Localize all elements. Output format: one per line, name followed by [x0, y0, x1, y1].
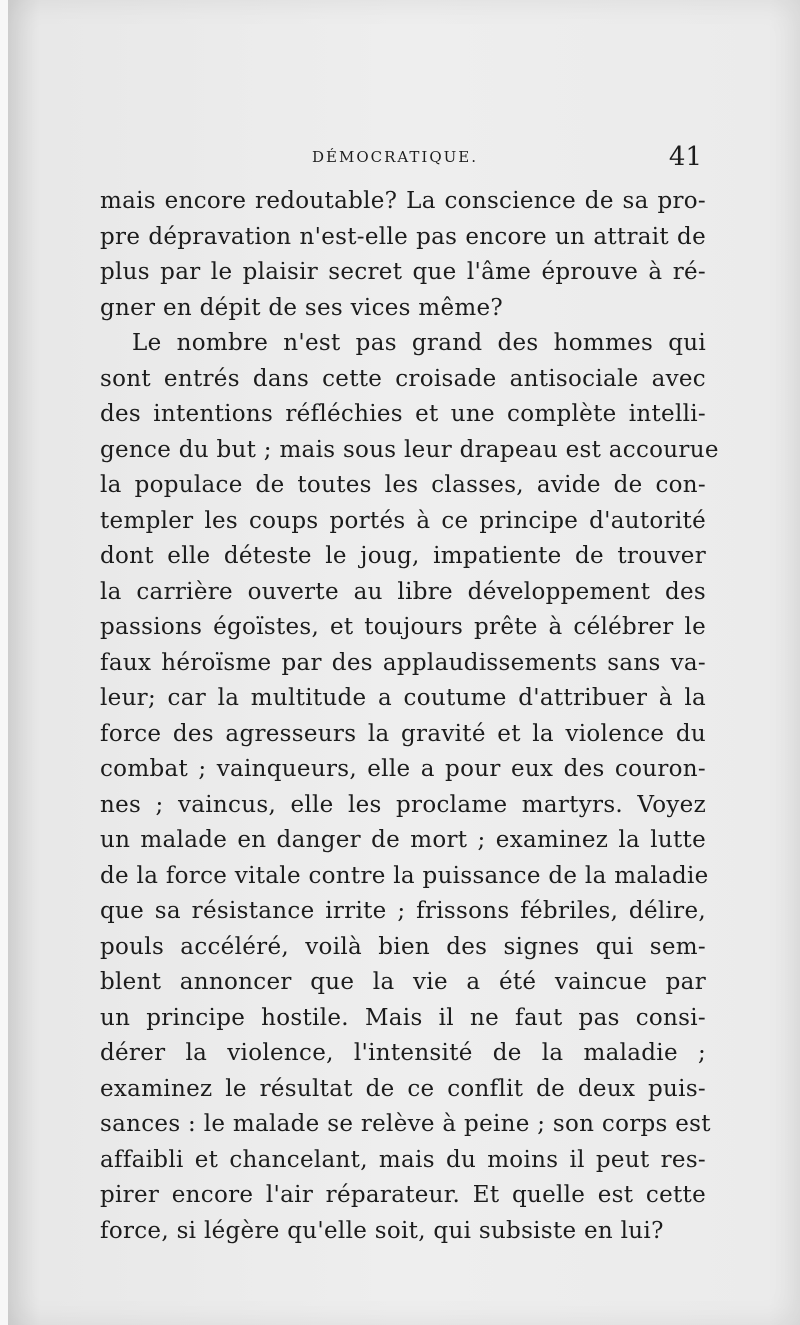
text-line: sont entrés dans cette croisade antisociale avec — [100, 365, 706, 392]
text-line: gner en dépit de ses vices même? — [100, 294, 504, 321]
text-line: force des agresseurs la gravité et la violence du — [100, 720, 706, 747]
text-line: Le nombre n'est pas grand des hommes qui — [132, 330, 706, 356]
body-text — [100, 148, 719, 1249]
text-line: la carrière ouverte au libre développement des — [100, 578, 706, 605]
text-line: templer les coups portés à ce principe d'autorité — [100, 507, 706, 534]
text-line: plus par le plaisir secret que l'âme éprouve à ré- — [100, 259, 706, 285]
text-line: dont elle déteste le joug, impatiente de trouver — [100, 543, 706, 569]
text-line: que sa résistance irrite ; frissons fébriles, délire, — [100, 898, 706, 924]
text-line: blent annoncer que la vie a été vaincue par — [100, 969, 706, 995]
text-line: pirer encore l'air réparateur. Et quelle est cette — [100, 1182, 706, 1208]
text-line: dérer la violence, l'intensité de la maladie ; — [100, 1040, 706, 1066]
text-line: combat ; vainqueurs, elle a pour eux des couron- — [100, 756, 706, 782]
text-line: un malade en danger de mort ; examinez la lutte — [100, 827, 706, 853]
text-line: la populace de toutes les classes, avide de con- — [100, 472, 706, 498]
running-title: DÉMOCRATIQUE. — [312, 148, 479, 166]
text-line: des intentions réfléchies et une complète intelli- — [100, 401, 706, 427]
text-line: de la force vitale contre la puissance de la maladie — [100, 862, 709, 889]
text-line: pre dépravation n'est-elle pas encore un attrait de — [100, 223, 706, 250]
text-line: un principe hostile. Mais il ne faut pas consi- — [100, 1004, 706, 1031]
text-line: force, si légère qu'elle soit, qui subsiste en lui? — [100, 1217, 664, 1244]
text-line: nes ; vaincus, elle les proclame martyrs. Voyez — [100, 791, 706, 818]
page-edge — [0, 0, 8, 1325]
text-line: mais encore redoutable? La conscience de sa pro- — [100, 188, 706, 214]
text-line: affaibli et chancelant, mais du moins il peut res- — [100, 1146, 706, 1173]
text-line: sances : le malade se relève à peine ; son corps est — [100, 1111, 711, 1137]
page-number: 41 — [668, 142, 702, 172]
text-line: faux héroïsme par des applaudissements sans va- — [100, 649, 706, 676]
text-line: leur; car la multitude a coutume d'attribuer à la — [100, 685, 706, 711]
text-line: pouls accéléré, voilà bien des signes qui sem- — [100, 933, 706, 960]
text-line: passions égoïstes, et toujours prête à célébrer le — [100, 614, 706, 640]
text-line: examinez le résultat de ce conflit de deux puis- — [100, 1075, 706, 1102]
text-line: gence du but ; mais sous leur drapeau est accourue — [100, 436, 719, 463]
